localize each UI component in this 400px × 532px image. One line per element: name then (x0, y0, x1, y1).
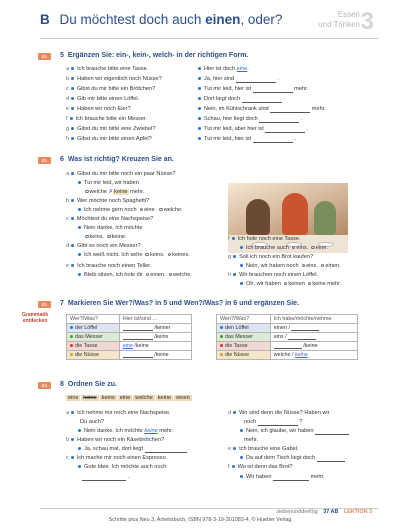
answer-blank[interactable] (236, 77, 276, 83)
ex5-question-row (66, 96, 139, 103)
photo-person-2 (282, 193, 308, 235)
radio-option[interactable] (145, 253, 149, 257)
ex6-c-options: keins. keine. (82, 234, 127, 241)
chapter-line-2: und Trinken (318, 20, 360, 29)
ex6-a-options: welche ✗keine mehr. (82, 189, 144, 196)
table-cell: die Tasse (67, 342, 120, 351)
item-letter: a (66, 66, 70, 72)
ex8-c-blank-row: . (82, 474, 129, 481)
bullet-icon (78, 429, 81, 432)
photo-person-3 (314, 201, 336, 235)
answer-blank[interactable] (258, 420, 298, 426)
ex5-right-f: Schau, hier liegt doch . (196, 116, 302, 123)
question-text: Gib mir bitte einen Löffel. (77, 96, 140, 102)
bullet-icon (71, 217, 74, 220)
ex5-number: 5 (60, 52, 64, 59)
bullet-icon (78, 447, 81, 450)
bullet-icon (70, 117, 73, 120)
word-bank-item-used[interactable]: keine (83, 395, 97, 401)
table-cell: die Tasse (217, 342, 271, 351)
ex8-e-question: e Ich brauche eine Gabel. (228, 446, 299, 452)
ex6-b-question: b Wer möchte noch Spaghetti? (66, 198, 150, 204)
ex6-e-question: e Ich brauche noch einen Teller. (66, 263, 152, 269)
table-cell[interactable]: eine /keine (119, 342, 191, 351)
ex5-title-text: Ergänzen Sie: ein-, kein-, welch- in der richtigen Form. (67, 52, 249, 59)
radio-option[interactable] (321, 264, 325, 268)
item-letter: e (66, 106, 70, 112)
bullet-icon (240, 429, 243, 432)
bullet-icon (233, 273, 236, 276)
ex5-right-e: Nein, im Kühlschrank sind mehr. (196, 106, 326, 113)
answer-blank[interactable] (82, 475, 126, 481)
ex7-badge: B1 (38, 301, 51, 308)
ex6-h-answer: Oh, wir haben keinen keine mehr. (238, 281, 341, 288)
word-bank-item[interactable]: eine (119, 395, 131, 401)
bullet-icon (233, 411, 236, 414)
bullet-icon (198, 107, 201, 110)
ex6-a-question: a Gibst du mir bitte noch ein paar Nüsse? (66, 171, 176, 177)
radio-option[interactable] (284, 282, 288, 286)
ex8-answer: keine (144, 428, 158, 434)
table-cell[interactable]: welche / keine (270, 351, 357, 360)
ex6-c-answer: Nein danke, ich möchte (76, 225, 142, 232)
ex5-question-row (66, 126, 155, 133)
bullet-icon (71, 244, 74, 247)
table-cell[interactable]: /keine (119, 351, 191, 360)
ex6-g-question: g Soll ich noch ein Brot kaufen? (228, 254, 314, 260)
ex8-a-question: a Ich nehme mir noch eine Nachspeise. (66, 410, 171, 416)
ex6-f-question: f Ich hole noch eine Tasse. (228, 236, 301, 242)
grammar-hint: Grammatik entdecken (22, 312, 49, 324)
ex6-badge: B1 (38, 157, 51, 164)
bullet-icon (198, 67, 201, 70)
item-letter: c (66, 86, 69, 92)
item-letter: b (66, 76, 70, 82)
ex7-title: 7 Markieren Sie Wer?/Was? in 5 und Wen?/Was? in 6 und ergänzen Sie. (60, 300, 300, 307)
ex5-right-b: Ja, hier sind . (196, 76, 279, 83)
bullet-icon (198, 127, 201, 130)
table-cell: den Löffel (217, 324, 271, 333)
answer-blank[interactable] (273, 475, 309, 481)
ex5-right-h: Tut mir leid, hier ist . (196, 136, 296, 143)
table-header: Wer?/Was? (67, 315, 120, 324)
bullet-icon (71, 97, 74, 100)
question-text: Haben wir noch Eier? (77, 106, 131, 112)
bullet-icon (71, 438, 74, 441)
bullet-icon (71, 87, 74, 90)
photo-person-1 (246, 199, 270, 235)
page-header (0, 0, 400, 44)
radio-option[interactable] (308, 282, 312, 286)
ex8-d-question-2: noch ? (244, 419, 303, 425)
ex8-d-question: d Wo sind denn die Nüsse? Haben wir (228, 410, 330, 416)
radio-option[interactable] (85, 190, 89, 194)
ex8-title (60, 381, 117, 388)
ex5-right-a: Hier ist doch eine. (196, 66, 249, 73)
radio-option[interactable] (302, 264, 306, 268)
ex6-h-question: h Wir brauchen noch einen Löffel. (228, 272, 319, 278)
bullet-icon (240, 456, 243, 459)
bullet-icon (232, 237, 235, 240)
ex8-c-question: c Ich mache mir noch einen Espresso. (66, 455, 168, 461)
answer-blank[interactable] (145, 447, 187, 453)
ex8-e-answer: Da auf dem Tisch liegt doch . (238, 455, 348, 462)
ex6-e-answer: Bleib sitzen, ich hole dir einen. welche. (76, 272, 192, 279)
radio-option[interactable] (292, 246, 296, 250)
bullet-icon (240, 246, 243, 249)
ex7-highlight-nominative: Wer?/Was? (115, 300, 154, 307)
word-bank-item[interactable]: eins (68, 395, 79, 401)
page-number-words: siebenunddreißig (276, 509, 318, 515)
answer-blank[interactable] (253, 137, 293, 143)
ex5-question-row (66, 76, 162, 83)
bullet-icon (71, 127, 74, 130)
item-letter: g (66, 126, 70, 132)
word-bank-item[interactable]: keine (157, 395, 172, 401)
bullet-icon (78, 226, 81, 229)
bullet-icon (232, 465, 235, 468)
word-bank (66, 395, 193, 401)
ex7-number: 7 (60, 300, 64, 307)
ex8-badge: B2 (38, 382, 51, 389)
ex8-d-answer: Nein, ich glaube, wir haben (238, 428, 349, 435)
ex6-d-question: d Gibt es noch ein Messer? (66, 243, 141, 249)
answer-blank[interactable] (317, 456, 345, 462)
ex5-question-row (66, 86, 155, 93)
header-divider (40, 38, 378, 39)
ex8-c-answer: Gute Idee. Ich möchte auch noch (76, 464, 166, 471)
page-number: 37 AB (323, 509, 339, 515)
word-bank-item[interactable]: einen (176, 395, 190, 401)
ex8-number: 8 (60, 381, 64, 388)
bullet-icon (198, 87, 201, 90)
table-cell[interactable]: /keins (119, 333, 191, 342)
bullet-icon (71, 172, 74, 175)
ex7-nominative-table (66, 314, 192, 360)
ex6-number: 6 (60, 156, 64, 163)
chapter-line-1: Essen (337, 10, 360, 19)
bullet-icon (198, 77, 201, 80)
bullet-icon (240, 264, 243, 267)
page-footer (276, 509, 372, 515)
ex8-d-answer-2: mehr. (244, 437, 258, 443)
question-text: Gibst du mir bitte ein Brötchen? (76, 86, 156, 92)
table-cell[interactable]: /keine (270, 342, 357, 351)
ex7-accusative-table (216, 314, 358, 360)
question-text: Gibst du mir bitte einen Apfel? (77, 136, 152, 142)
item-letter: h (66, 136, 70, 142)
lesson-label: LEKTION 3 (343, 509, 372, 515)
ex8-b-question: b Haben wir noch ein Käsebrötchen? (66, 437, 165, 443)
item-letter: d (66, 96, 70, 102)
ex6-a-answer: Tut mir leid, wir haben (76, 180, 139, 187)
ex5-answer: eine (236, 66, 248, 72)
cross-mark-icon[interactable]: ✗ (108, 189, 114, 195)
section-title-end: , oder? (240, 12, 283, 27)
ex5-question-row (66, 136, 152, 143)
section-title-start: Du möchtest doch auch (59, 12, 202, 27)
table-header: Wen?/Was? (217, 315, 271, 324)
ex5-question-row (66, 106, 131, 113)
table-cell: die Nüsse (67, 351, 120, 360)
table-cell: die Nüsse (217, 351, 271, 360)
ex8-f-question: f Wo ist denn das Brot? (228, 464, 293, 470)
bullet-icon (78, 253, 81, 256)
ex6-b-answer: Ich nehme gern noch eine. welche. (76, 207, 183, 214)
answer-blank[interactable] (315, 429, 349, 435)
bullet-icon (71, 67, 74, 70)
ex5-question-row (66, 66, 148, 73)
ex8-title-text: Ordnen Sie zu. (67, 381, 117, 388)
bullet-icon (78, 208, 81, 211)
bullet-icon (71, 264, 74, 267)
radio-option[interactable] (159, 208, 163, 212)
radio-option[interactable] (146, 273, 150, 277)
question-text: Gibst du mir bitte eine Zwiebel? (77, 126, 156, 132)
bullet-icon (233, 447, 236, 450)
table-header: Hier ist/sind ... (119, 315, 191, 324)
bullet-icon (240, 475, 243, 478)
bullet-icon (71, 411, 74, 414)
ex6-title-text: Was ist richtig? Kreuzen Sie an. (67, 156, 174, 163)
ex5-title (60, 52, 248, 59)
section-title-emphasis: einen (205, 12, 241, 27)
table-cell: das Messer (67, 333, 120, 342)
ex6-d-answer: Ich weiß nicht. Ich sehe keins. keines. (76, 252, 190, 259)
answer-blank[interactable] (265, 127, 305, 133)
bullet-icon (240, 282, 243, 285)
ex8-b-answer: Ja, schau mal, dort liegt . (76, 446, 190, 453)
bullet-icon (71, 456, 74, 459)
question-text: Haben wir eigentlich noch Nüsse? (77, 76, 162, 82)
bullet-icon (198, 97, 201, 100)
chapter-label (318, 10, 360, 30)
ex8-f-answer: Wir haben mehr. (238, 474, 325, 481)
ex5-right-d: Dort liegt doch . (196, 96, 285, 103)
table-cell[interactable]: eins / (270, 333, 357, 342)
answer-blank[interactable] (242, 97, 282, 103)
ex6-title (60, 156, 174, 163)
radio-option[interactable] (107, 235, 111, 239)
bullet-icon (71, 107, 74, 110)
radio-option[interactable] (311, 246, 315, 250)
ex6-c-question: c Möchtest du eine Nachspeise? (66, 216, 154, 222)
chapter-number: 3 (360, 8, 374, 35)
ex5-right-g: Tut mir leid, aber hier ist . (196, 126, 308, 133)
radio-option[interactable] (168, 253, 172, 257)
table-header: Ich habe/möchte/nehme (270, 315, 357, 324)
bullet-icon (71, 199, 74, 202)
ex5-badge: B1 (38, 53, 51, 60)
bullet-icon (78, 465, 81, 468)
word-bank-item[interactable]: keins (101, 395, 115, 401)
word-bank-item[interactable]: welche (135, 395, 153, 401)
ex8-a-question-2: Du auch? (80, 419, 104, 425)
ex5-right-c: Tut mir leid, hier ist mehr. (196, 86, 308, 93)
copyright-line: Schritte plus Neu 3, Arbeitsbuch, ISBN 978-3-19-301083-4, © Hueber Verlag (108, 517, 292, 523)
ex7-highlight-accusative: Wen?/Was? (183, 300, 224, 307)
question-text: Ich brauche bitte ein Messer. (75, 116, 148, 122)
bullet-icon (71, 77, 74, 80)
radio-option[interactable] (140, 208, 144, 212)
ex6-f-answer: Ich brauche auch eins. eine. (238, 245, 328, 252)
ex6-g-answer: Nein, wir haben noch eins. einen. (238, 263, 341, 270)
section-title (40, 12, 282, 27)
table-cell[interactable]: /keiner (119, 324, 191, 333)
question-text: Ich brauche bitte eine Tasse. (77, 66, 149, 72)
radio-option[interactable] (169, 273, 173, 277)
answer-blank[interactable] (270, 107, 310, 113)
answer-blank[interactable] (253, 87, 293, 93)
section-letter: B (40, 12, 50, 27)
bullet-icon (233, 255, 236, 258)
radio-option[interactable] (85, 235, 89, 239)
table-cell[interactable]: einen / (270, 324, 357, 333)
bullet-icon (71, 137, 74, 140)
answer-blank[interactable] (259, 117, 299, 123)
table-cell: der Löffel (67, 324, 120, 333)
ex5-question-row (66, 116, 147, 123)
item-letter: f (66, 116, 68, 122)
bullet-icon (198, 137, 201, 140)
bullet-icon (198, 117, 201, 120)
ex8-a-answer: Nein danke. Ich möchte keine mehr. (76, 428, 173, 435)
bullet-icon (78, 181, 81, 184)
bullet-icon (78, 273, 81, 276)
table-cell: das Messer (217, 333, 271, 342)
